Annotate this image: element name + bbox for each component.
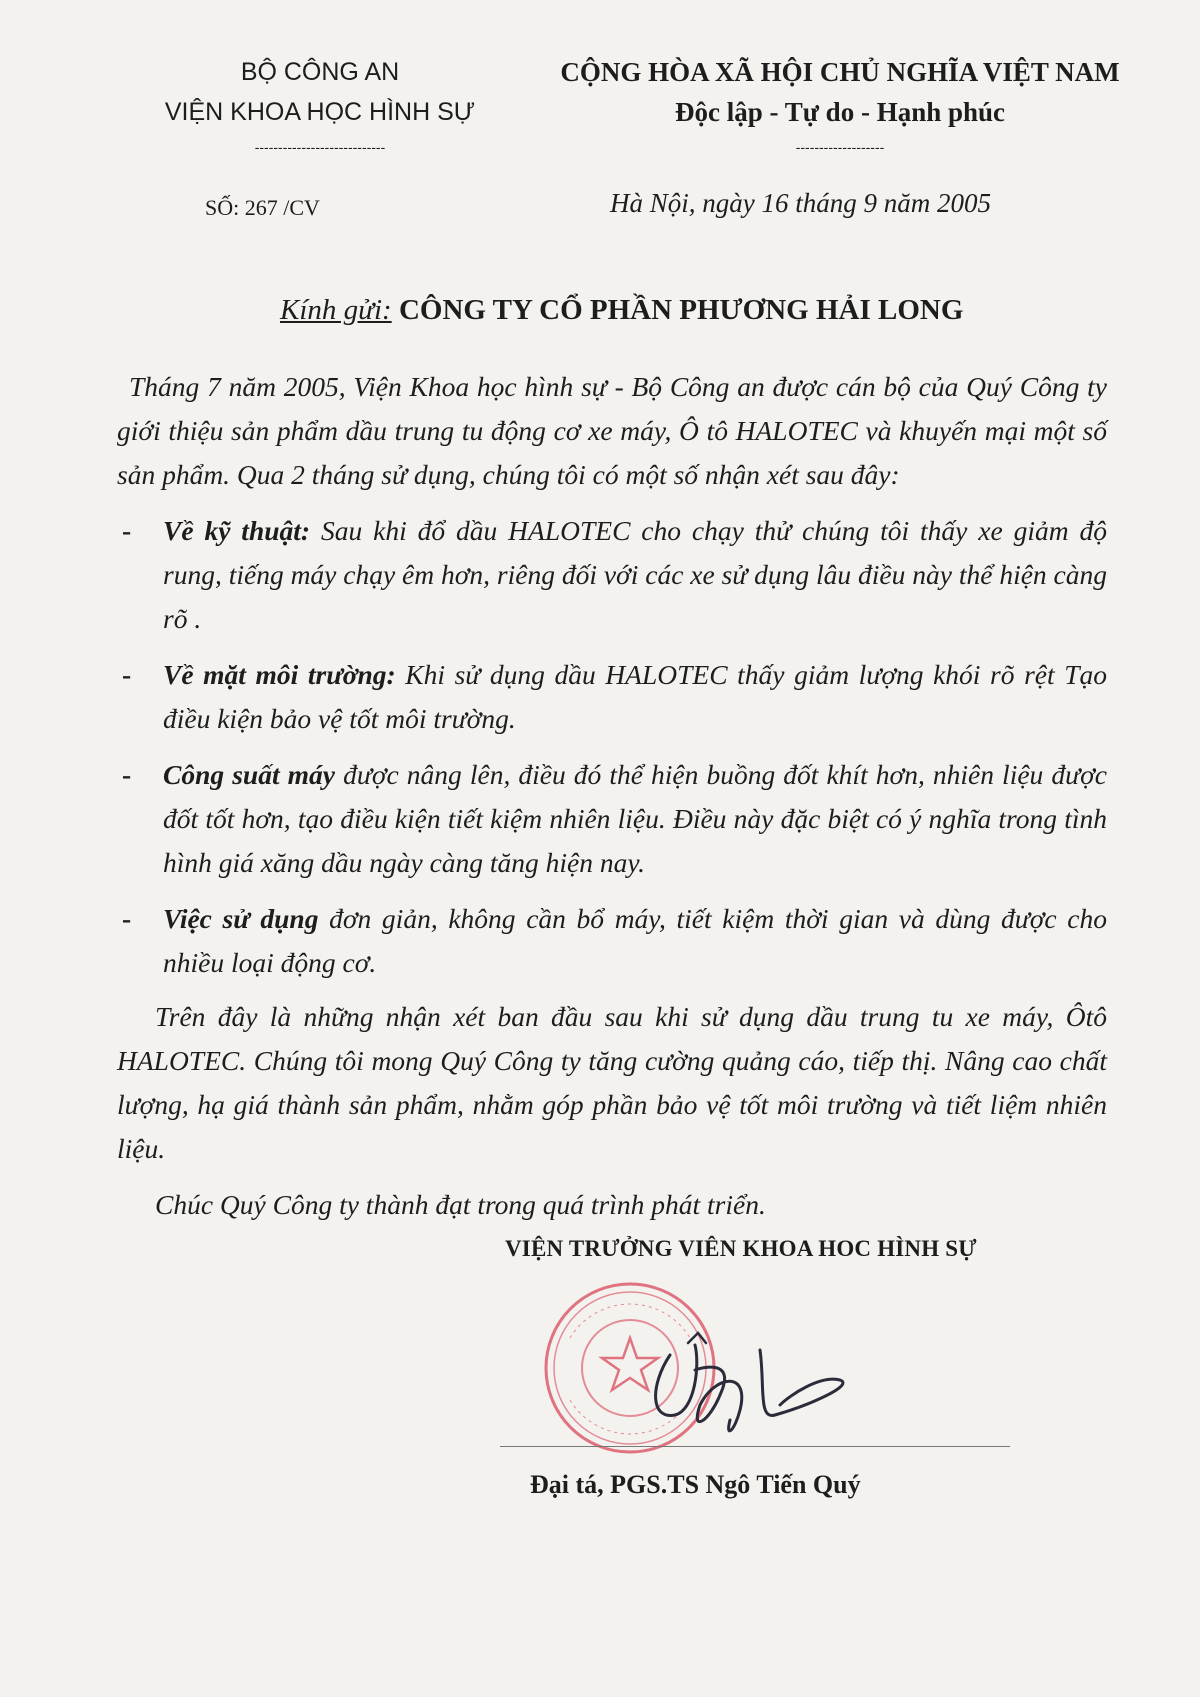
bullet-lead: Công suất máy [163, 759, 336, 790]
handwritten-signature-icon [640, 1325, 880, 1455]
bullet-power [117, 753, 1107, 885]
bullet-dash: - [122, 515, 132, 546]
bullet-text: được nâng lên, điều đó thể hiện buồng đốt khít hơn, nhiên liệu được đốt tốt hơn, tạo điều kiện tiết kiệm nhiên liệu. Điều này đặc biệt có ý nghĩa trong tình hình giá xăng dầu ngày càng tăng hiện nay. [163, 759, 1107, 878]
bullet-dash: - [122, 903, 132, 934]
issuer-separator: ---------------------------- [254, 139, 386, 155]
signatory-name: Đại tá, PGS.TS Ngô Tiến Quý [530, 1470, 861, 1499]
issuer-block [120, 52, 520, 154]
document-date: Hà Nội, ngày 16 tháng 9 năm 2005 [610, 188, 991, 218]
country-name: CỘNG HÒA XÃ HỘI CHỦ NGHĨA VIỆT NAM [560, 57, 1120, 87]
bullet-lead: Về kỹ thuật: [163, 515, 311, 546]
bullet-usage [117, 897, 1107, 985]
bullet-technical [117, 509, 1107, 641]
signature-line [500, 1446, 1010, 1447]
recipient-line [280, 294, 963, 327]
recipient-label: Kính gửi: [280, 294, 392, 326]
letter-body [117, 365, 1107, 1227]
bullet-dash: - [122, 659, 132, 690]
bullet-dash: - [122, 759, 132, 790]
bullet-lead: Việc sử dụng [163, 903, 319, 934]
bullet-text: Khi sử dụng dầu HALOTEC thấy giảm lượng khói rõ rệt Tạo điều kiện bảo vệ tốt môi trường. [163, 659, 1108, 734]
ministry-name: BỘ CÔNG AN [240, 58, 400, 86]
national-header [545, 52, 1135, 154]
document-number: SỐ: 267 /CV [205, 195, 320, 220]
bullet-lead: Về mặt môi trường: [163, 659, 396, 690]
institute-name: VIỆN KHOA HỌC HÌNH SỰ [164, 98, 476, 126]
national-motto: Độc lập - Tự do - Hạnh phúc [674, 97, 1006, 127]
bullet-text: đơn giản, không cần bổ máy, tiết kiệm thời gian và dùng được cho nhiều loại động cơ. [163, 903, 1107, 978]
closing-paragraph: Trên đây là những nhận xét ban đầu sau khi sử dụng dầu trung tu xe máy, Ôtô HALOTEC. Chúng tôi mong Quý Công ty tăng cường quảng cáo, tiếp thị. Nâng cao chất lượng, hạ giá thành sản phẩm, nhằm góp phần bảo vệ tốt môi trường và tiết liệm nhiên liệu. [117, 1001, 1107, 1164]
motto-separator: ------------------- [795, 139, 885, 155]
recipient-name: CÔNG TY CỔ PHẦN PHƯƠNG HẢI LONG [398, 294, 964, 326]
bullet-text: Sau khi đổ dầu HALOTEC cho chạy thử chúng tôi thấy xe giảm độ rung, tiếng máy chạy êm hơn, riêng đối với các xe sử dụng lâu điều này thể hiện càng rõ . [163, 515, 1107, 634]
signatory-title: VIỆN TRƯỞNG VIÊN KHOA HOC HÌNH SỰ [505, 1236, 977, 1261]
intro-paragraph: Tháng 7 năm 2005, Viện Khoa học hình sự - Bộ Công an được cán bộ của Quý Công ty giới thiệu sản phẩm dầu trung tu động cơ xe máy, Ô tô HALOTEC và khuyến mại một số sản phẩm. Qua 2 tháng sử dụng, chúng tôi có một số nhận xét sau đây: [117, 371, 1107, 490]
bullet-environment [117, 653, 1107, 741]
wish-paragraph: Chúc Quý Công ty thành đạt trong quá trình phát triển. [155, 1189, 766, 1220]
